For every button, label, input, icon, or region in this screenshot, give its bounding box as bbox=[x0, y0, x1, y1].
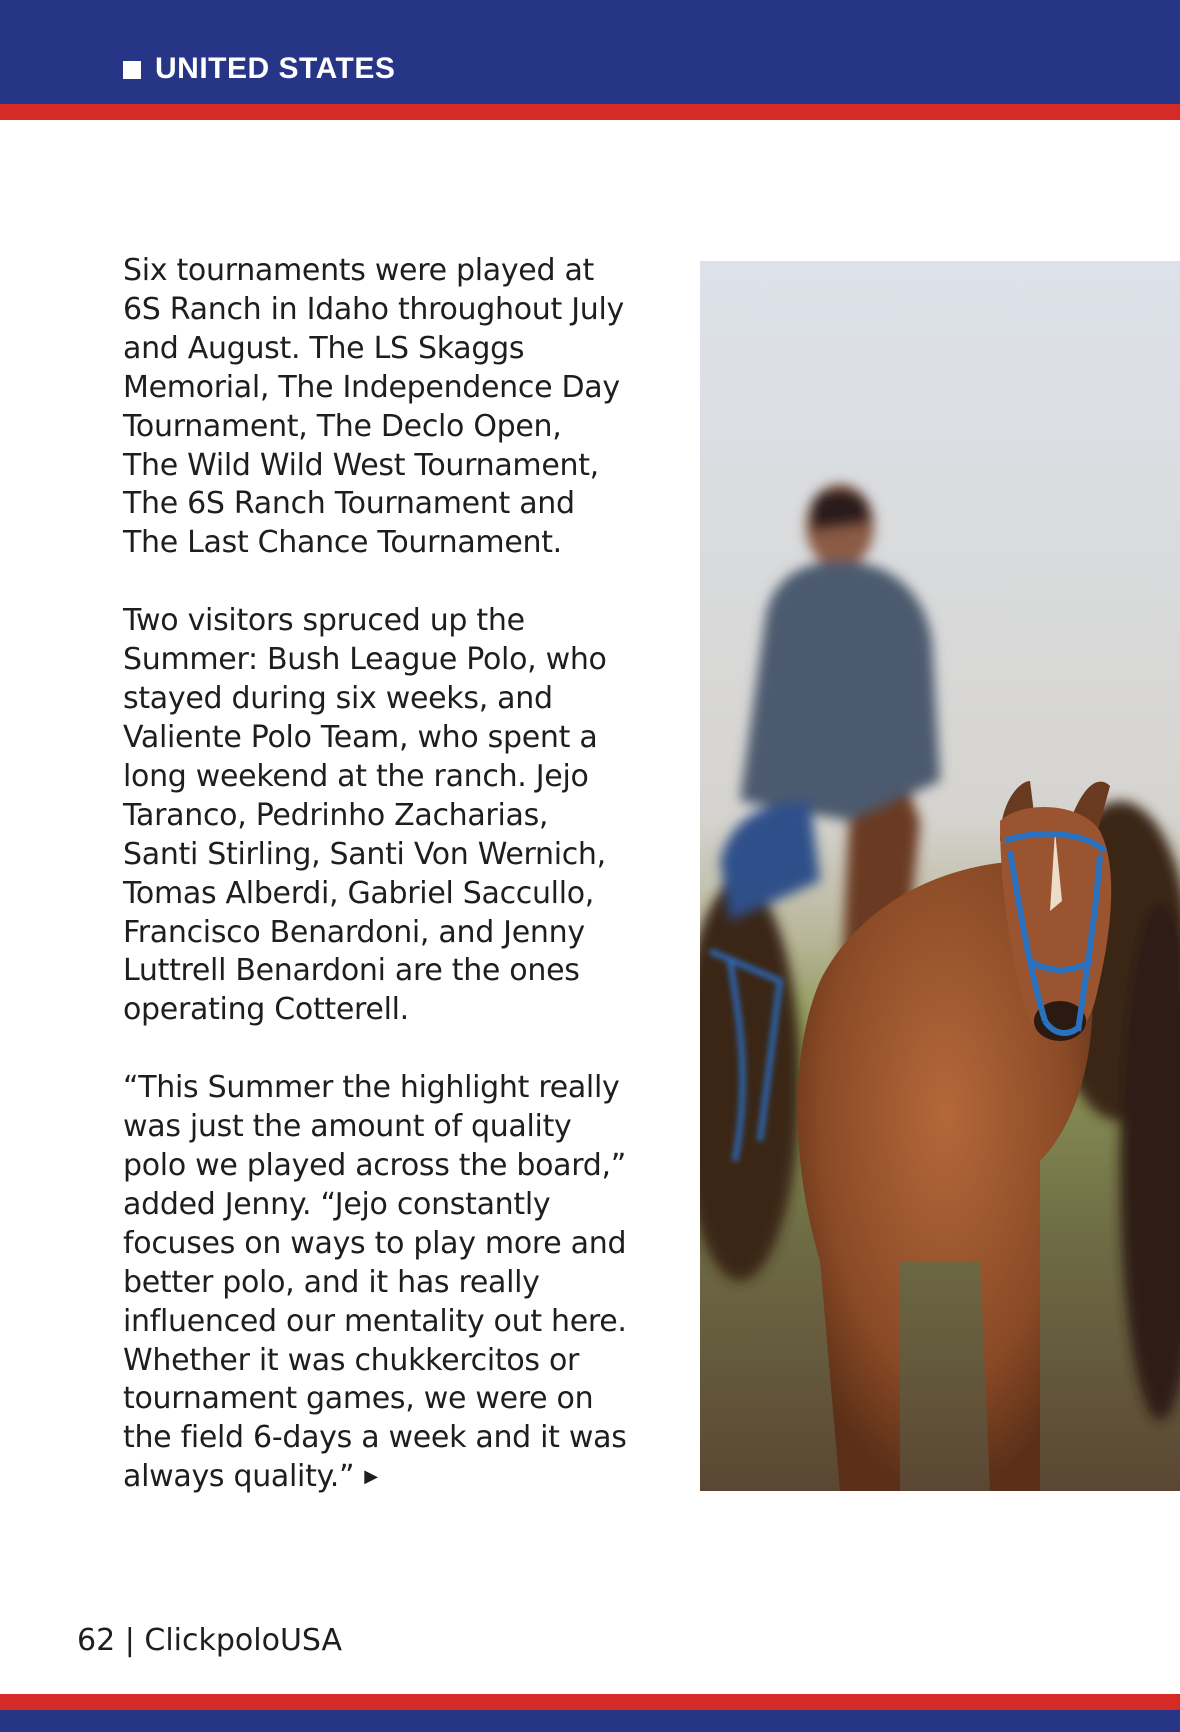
horses-photo bbox=[700, 261, 1180, 1491]
article-body bbox=[123, 252, 683, 1536]
page-number: 62 bbox=[77, 1623, 116, 1658]
article-paragraph-1: Six tournaments were played at 6S Ranch in Idaho throughout July and August. The LS Skaggs Memorial, The Independence Day Tournament, The Declo Open, The Wild Wild West Tournament, The 6S Ranch Tournament and The Last Chance Tournament. bbox=[123, 253, 624, 561]
footer-stripe bbox=[0, 1694, 1180, 1710]
article-paragraph-2: Two visitors spruced up the Summer: Bush League Polo, who stayed during six weeks, and Valiente Polo Team, who spent a long weekend at the ranch. Jejo Taranco, Pedrinho Zacharias, Santi Stirling, Santi Von Wernich, Tomas Alberdi, Gabriel Saccullo, Francisco Benardoni, and Jenny Luttrell Benardoni are the ones operating Cotterell. bbox=[123, 603, 607, 1028]
article-paragraph-3 bbox=[123, 1069, 683, 1497]
section-square-icon bbox=[123, 61, 141, 79]
play-arrow-icon: ▶ bbox=[364, 1466, 378, 1488]
article-paragraph-3-text: “This Summer the highlight really was just the amount of quality polo we played across the board,” added Jenny. “Jejo constantly focuses on ways to play more and better polo, and it has really influenced our mentality out here. Whether it was chukkercitos or tournament games, we were on the field 6-days a week and it was always quality.” bbox=[123, 1070, 627, 1495]
publication-name: ClickpoloUSA bbox=[144, 1623, 343, 1658]
header-stripe bbox=[0, 104, 1180, 120]
section-label: UNITED STATES bbox=[155, 52, 396, 85]
footer-separator: | bbox=[124, 1623, 135, 1658]
footer-band bbox=[0, 1710, 1180, 1732]
page-footer bbox=[77, 1622, 342, 1660]
